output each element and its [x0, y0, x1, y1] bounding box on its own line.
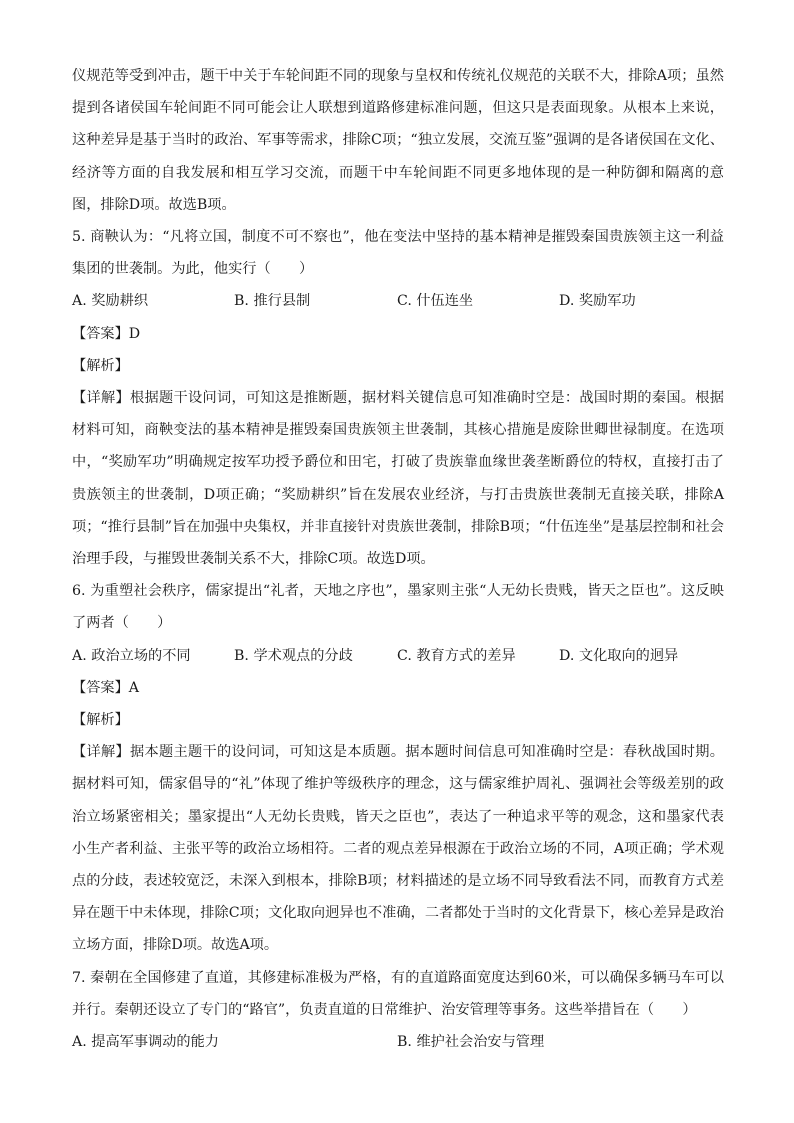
question-stem: 5. 商鞅认为：“凡将立国，制度不可不察也”，他在变法中坚持的基本精神是摧毁秦国贵族领主这一利益集团的世袭制。为此，他实行（ ）: [72, 229, 724, 278]
detail-explanation: 【详解】根据题干设问词，可知这是推断题，据材料关键信息可知准确时空是：战国时期的秦国。根据材料可知，商鞅变法的基本精神是摧毁秦国贵族领主世袭制，其核心措施是废除世卿世禄制度。在选项中，“奖励军功”明确规定按军功授予爵位和田宅，打破了贵族靠血缘世袭垄断爵位的特权，直接打击了贵族领主的世袭制，D项正确；“奖励耕织”旨在发展农业经济，与打击贵族世袭制无直接关联，排除A项；“推行县制”旨在加强中央集权，并非直接针对贵族世袭制，排除B项；“什伍连坐”是基层控制和社会治理手段，与摧毁世袭制关系不大，排除C项。故选D项。: [72, 390, 724, 568]
question-5: [72, 221, 724, 575]
answer-label: 【答案】D: [72, 325, 141, 342]
question-stem: 6. 为重塑社会秩序，儒家提出“礼者，天地之序也”，墨家则主张“人无幼长贵贱，皆天之臣也”。这反映了两者（ ）: [72, 583, 724, 632]
option-b: B. 维护社会治安与管理: [397, 1034, 545, 1051]
option-a: A. 提高军事调动的能力: [72, 1034, 219, 1051]
analysis-label: 【解析】: [72, 357, 129, 374]
options-row: [72, 285, 724, 317]
option-a: A. 奖励耕织: [72, 293, 149, 310]
option-c: C. 什伍连坐: [397, 293, 474, 310]
question-7: [72, 962, 724, 1059]
option-d: D. 文化取向的迥异: [559, 647, 679, 664]
option-c: C. 教育方式的差异: [397, 647, 516, 664]
option-b: B. 推行县制: [234, 293, 311, 310]
options-row: [72, 640, 724, 672]
question-stem: 7. 秦朝在全国修建了直道，其修建标准极为严格，有的直道路面宽度达到60米，可以确保多辆马车可以并行。秦朝还设立了专门的“路官”，负责直道的日常维护、治安管理等事务。这些举措旨在（ ）: [72, 969, 724, 1018]
option-d: D. 奖励军功: [559, 293, 636, 310]
detail-explanation: 【详解】据本题主题干的设问词，可知这是本质题。据本题时间信息可知准确时空是：春秋战国时期。据材料可知，儒家倡导的“礼”体现了维护等级秩序的理念，这与儒家维护周礼、强调社会等级差别的政治立场紧密相关；墨家提出“人无幼长贵贱，皆天之臣也”，表达了一种追求平等的观念，这和墨家代表小生产者利益、主张平等的政治立场相符。二者的观点差异根源在于政治立场的不同，A项正确；学术观点的分歧，表述较宽泛，未深入到根本，排除B项；材料描述的是立场不同导致看法不同，而教育方式差异在题干中未体现，排除C项；文化取向迥异也不准确，二者都处于当时的文化背景下，核心差异是政治立场方面，排除D项。故选A项。: [72, 744, 724, 954]
analysis-label: 【解析】: [72, 712, 129, 729]
options-row: [72, 1026, 724, 1058]
answer-label: 【答案】A: [72, 679, 139, 696]
option-b: B. 学术观点的分歧: [234, 647, 353, 664]
option-a: A. 政治立场的不同: [72, 647, 191, 664]
question-6: [72, 575, 724, 961]
previous-explanation-paragraph: 仪规范等受到冲击，题干中关于车轮间距不同的现象与皇权和传统礼仪规范的关联不大，排除A项；虽然提到各诸侯国车轮间距不同可能会让人联想到道路修建标准问题，但这只是表面现象。从根本上来说，这种差异是基于当时的政治、军事等需求，排除C项；“独立发展，交流互鉴”强调的是各诸侯国在文化、经济等方面的自我发展和相互学习交流，而题干中车轮间距不同更多地体现的是一种防御和隔离的意图，排除D项。故选B项。: [72, 68, 724, 213]
